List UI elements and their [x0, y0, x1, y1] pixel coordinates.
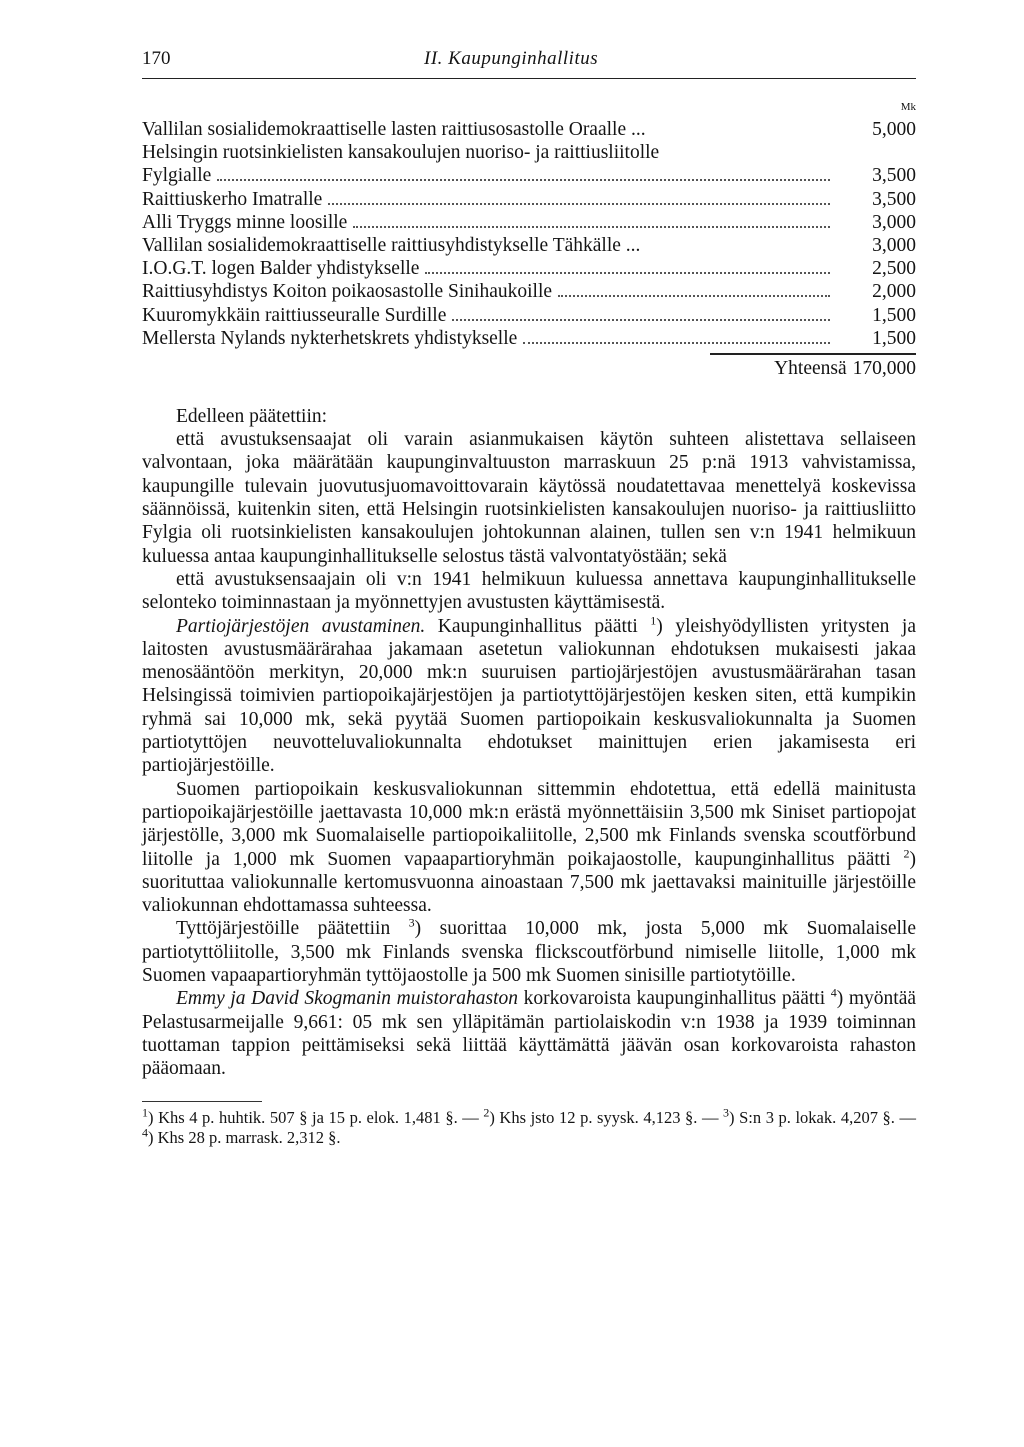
grant-row — [142, 304, 916, 327]
dot-leader — [425, 272, 830, 274]
footnote-text: ) Khs 4 p. huhtik. 507 § ja 15 p. elok. 1,481 §. — — [148, 1108, 484, 1128]
grant-recipient: Fylgialle — [142, 165, 212, 187]
grant-row — [142, 280, 916, 303]
footnote-text: ) S:n 3 p. lokak. 4,207 §. — — [729, 1108, 916, 1128]
body-text — [142, 405, 916, 1081]
paragraph — [142, 987, 916, 1080]
grant-amount: 1,500 — [872, 304, 916, 326]
grant-amount: 2,000 — [872, 281, 916, 303]
footnote-ref: 1 — [650, 613, 657, 628]
paragraph-text: ) myöntää Pelastusarmeijalle 9,661: 05 mk sen ylläpitämän partiolaiskodin v:n 1938 ja 1939 toiminnan tuottaman tappion peittämiseksi sekä liittää käyttämättä jäävän osan korkovaroista rahaston pääomaan. — [142, 988, 917, 1080]
grant-recipient: Raittiuskerho Imatralle — [142, 188, 323, 210]
grant-recipient: I.O.G.T. logen Balder yhdistykselle — [142, 258, 420, 280]
total-rule — [710, 353, 916, 355]
grant-amount: 3,500 — [872, 188, 916, 210]
grant-recipient: Mellersta Nylands nykterhetskrets yhdistykselle — [142, 327, 518, 349]
paragraph-text: korkovaroista kaupunginhallitus päätti — [518, 988, 831, 1010]
grant-list — [142, 118, 916, 350]
grant-row — [142, 327, 916, 350]
footnote-rule — [142, 1101, 262, 1102]
grant-recipient: Raittiusyhdistys Koiton poikaosastolle Sinihaukoille — [142, 281, 553, 303]
paragraph: että avustuksensaajain oli v:n 1941 helmikuun kuluessa annettava kaupunginhallitukselle selonteko toiminnastaan ja myönnettyjen avustusten käyttämisestä. — [142, 568, 916, 614]
grant-row — [142, 234, 916, 257]
page-number: 170 — [142, 48, 171, 69]
dot-leader — [558, 295, 830, 297]
section-heading: Emmy ja David Skogmanin muistorahaston — [176, 988, 519, 1010]
grant-recipient: Kuuromykkäin raittiusseuralle Surdille — [142, 304, 447, 326]
footnote-number: 4 — [142, 1125, 148, 1140]
paragraph-text: ) yleishyödyllisten yritysten ja laitosten avustusmäärärahaa jakamaan asetetun valiokunnan ehdotuksen mukaisesti jakaa menosääntöön merkityn, 20,000 mk:n suuruisen partiojärjestöjen avustusmäärärahan tasan Helsingissä toimivien partiopoikajärjestöjen ja partiotyttöjärjestöjen kesken siten, että kumpikin ryhmä sai 10,000 mk, sekä pyytää Suomen partiopoikain keskusvaliokunnalta ja Suomen partiotyttöjen neuvotteluvaliokunnalta ehdotukset mainittujen erien jakamisesta eri partiojärjestöille. — [142, 615, 917, 777]
footnote-text: ) Khs jsto 12 p. syysk. 4,123 §. — — [489, 1108, 724, 1128]
paragraph-text: ) suorituttaa valiokunnalle kertomusvuonna ainoastaan 7,500 mk jaettavaksi mainituille järjestöille valiokunnan ehdottamassa suhteessa. — [142, 848, 916, 917]
footnote-ref: 4 — [830, 985, 837, 1000]
grant-amount: 1,500 — [872, 327, 916, 349]
dot-leader — [328, 203, 830, 205]
grant-row — [142, 164, 916, 187]
total-amount: 170,000 — [852, 357, 916, 379]
page-header — [142, 48, 916, 79]
grant-amount: 3,000 — [872, 234, 916, 256]
grant-row — [142, 141, 916, 164]
footnote-number: 1 — [142, 1105, 148, 1120]
grant-amount: 2,500 — [872, 258, 916, 280]
grant-total — [142, 356, 916, 382]
grant-amount: 5,000 — [872, 119, 916, 140]
paragraph: Edelleen päätettiin: — [176, 405, 328, 427]
paragraph — [142, 778, 916, 918]
document-page — [142, 48, 916, 1148]
dot-leader — [452, 319, 830, 321]
grant-row — [142, 211, 916, 234]
footnote-number: 2 — [483, 1105, 490, 1120]
total-label: Yhteensä — [774, 357, 847, 379]
grant-recipient: Helsingin ruotsinkielisten kansakoulujen nuoriso- ja raittiusliitolle — [142, 142, 660, 164]
grant-row — [142, 118, 916, 141]
footnote-text: ) Khs 28 p. marrask. 2,312 §. — [148, 1128, 341, 1148]
currency-unit-label: Mk — [900, 101, 916, 113]
paragraph-text: Kaupunginhallitus päätti — [425, 615, 651, 637]
paragraph — [142, 615, 916, 778]
grant-amount: 3,500 — [872, 165, 916, 187]
footnotes — [142, 1105, 916, 1148]
paragraph — [142, 917, 916, 987]
paragraph-text: Suomen partiopoikain keskusvaliokunnan sittemmin ehdotettua, että edellä mainitusta partiopoikajärjestöille jaettavasta 10,000 mk:n erästä myönnettäisiin 3,500 mk Siniset partiopojat järjestölle, 3,000 mk Suomalaiselle partiopoikaliitolle, 2,500 mk Finlands svenska scoutförbund liitolle ja 1,000 mk Suomen vapaapartioryhmän poikajaostolle, kaupunginhallitus päätti — [142, 778, 916, 870]
dot-leader — [353, 226, 830, 228]
dot-leader — [217, 179, 830, 181]
paragraph-text: ) suorittaa 10,000 mk, josta 5,000 mk Suomalaiselle partiotyttöliitolle, 3,500 mk Finlands svenska flickscoutförbund nimiselle liitolle, 1,000 mk Suomen vapaapartioryhmän tyttöjaostolle ja 500 mk Suomen sinisille partiotytöille. — [142, 918, 916, 986]
footnote-ref: 3 — [408, 915, 415, 930]
footnote-number: 3 — [723, 1105, 730, 1120]
footnote-ref: 2 — [903, 846, 910, 861]
paragraph-text: Tyttöjärjestöille päätettiin — [176, 918, 409, 940]
grant-amount: 3,000 — [872, 211, 916, 233]
grant-recipient: Vallilan sosialidemokraattiselle lasten raittiusosastolle Oraalle ... — [142, 119, 646, 140]
section-heading: Partiojärjestöjen avustaminen. — [176, 615, 426, 637]
dot-leader — [523, 342, 830, 344]
running-title: II. Kaupunginhallitus — [424, 48, 599, 69]
grant-recipient: Alli Tryggs minne loosille — [142, 211, 348, 233]
paragraph: että avustuksensaajat oli varain asianmukaisen käytön suhteen alistettava sellaiseen valvontaan, joka määrätään kaupunginvaltuuston marraskuun 25 p:nä 1913 vahvistamissa, kaupungille tulevain juovutusjuomavoittovarain käytössä noudatettavaa menettelyä koskevissa säännöissä, kuitenkin siten, että Helsingin ruotsinkielisten kansakoulujen nuoriso- ja raittiusliitto Fylgia oli ruotsinkielisten kansakoulujen johtokunnan alainen, tullen sen v:n 1941 helmikuun kuluessa antaa kaupunginhallitukselle selostus tästä valvontatyöstään; sekä — [142, 429, 916, 567]
grant-row — [142, 188, 916, 211]
grant-recipient: Vallilan sosialidemokraattiselle raittiusyhdistykselle Tähkälle ... — [142, 234, 641, 256]
grant-row — [142, 257, 916, 280]
